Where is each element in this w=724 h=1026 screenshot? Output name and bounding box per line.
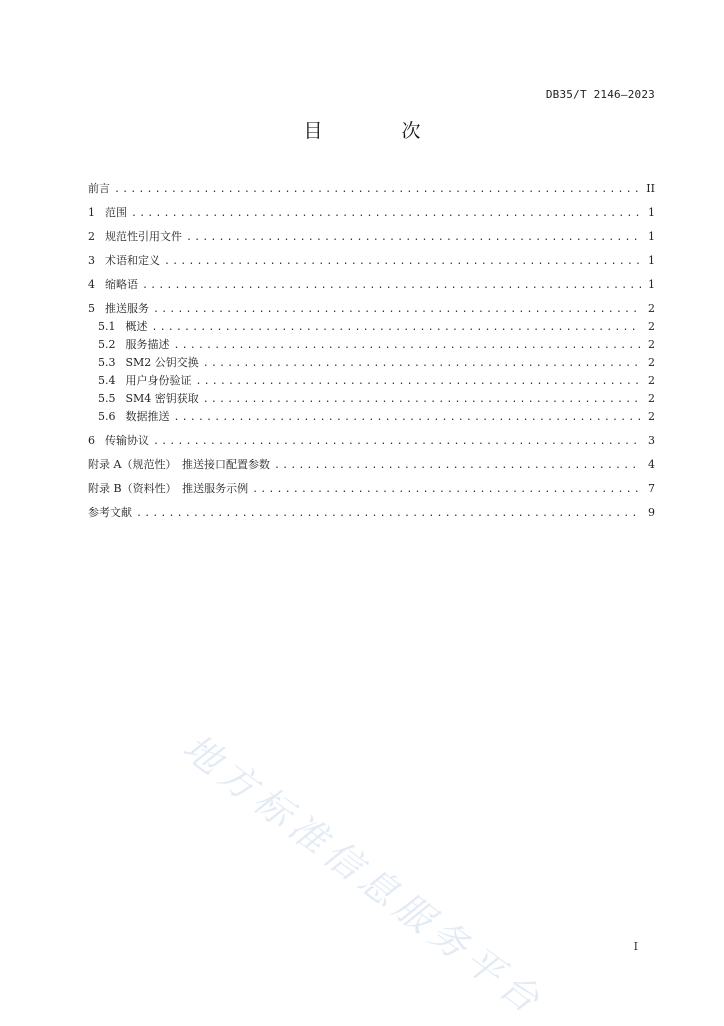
toc-entry-number: 3: [88, 254, 95, 267]
toc-entry-5-2[interactable]: [88, 338, 655, 352]
toc-entry-label: SM4 密钥获取: [125, 392, 199, 405]
toc-entry-page: 1: [648, 230, 655, 243]
toc-entry-label: 附录 A（规范性） 推送接口配置参数: [88, 458, 270, 471]
table-of-contents: [88, 182, 655, 520]
toc-entry-3[interactable]: [88, 254, 655, 268]
toc-entry-label: 前言: [88, 182, 110, 195]
toc-entry-number: 4: [88, 278, 95, 291]
toc-entry-references[interactable]: [88, 506, 655, 520]
toc-leader-dots: [131, 207, 641, 221]
toc-entry-label: 数据推送: [125, 410, 170, 423]
toc-entry-page: 2: [648, 320, 655, 333]
toc-entry-number: 1: [88, 206, 95, 219]
toc-entry-6[interactable]: [88, 434, 655, 448]
toc-entry-page: 2: [648, 392, 655, 405]
toc-entry-label: 用户身份验证: [125, 374, 192, 387]
toc-entry-label: 推送服务: [105, 302, 149, 315]
toc-entry-label: 参考文献: [88, 506, 132, 519]
toc-entry-number: 5: [88, 302, 95, 315]
toc-entry-5-6[interactable]: [88, 410, 655, 424]
toc-entry-5[interactable]: [88, 302, 655, 316]
toc-entry-page: 1: [648, 254, 655, 267]
toc-entry-number: 2: [88, 230, 95, 243]
toc-entry-number: 5.5: [98, 392, 116, 405]
toc-entry-page: 7: [648, 482, 655, 495]
toc-leader-dots: [136, 507, 641, 521]
toc-entry-number: 5.6: [98, 410, 116, 423]
toc-leader-dots: [174, 411, 642, 425]
toc-entry-label: 缩略语: [105, 278, 138, 291]
page-number: I: [633, 940, 638, 953]
toc-entry-number: 5.1: [98, 320, 116, 333]
toc-entry-page: 1: [648, 206, 655, 219]
toc-leader-dots: [252, 483, 641, 497]
toc-entry-number: 5.2: [98, 338, 116, 351]
toc-entry-4[interactable]: [88, 278, 655, 292]
toc-leader-dots: [203, 357, 641, 371]
toc-entry-page: 4: [648, 458, 655, 471]
toc-leader-dots: [196, 375, 642, 389]
toc-leader-dots: [114, 183, 641, 197]
toc-entry-label: 服务描述: [125, 338, 170, 351]
toc-entry-label: 附录 B（资料性） 推送服务示例: [88, 482, 249, 495]
toc-leader-dots: [153, 435, 641, 449]
toc-entry-5-5[interactable]: [88, 392, 655, 406]
toc-leader-dots: [153, 303, 641, 317]
toc-entry-number: 6: [88, 434, 95, 447]
toc-entry-label: SM2 公钥交换: [125, 356, 199, 369]
toc-entry-page: 2: [648, 374, 655, 387]
toc-leader-dots: [186, 231, 641, 245]
toc-entry-5-3[interactable]: [88, 356, 655, 370]
toc-entry-appendix-a[interactable]: [88, 458, 655, 472]
toc-leader-dots: [274, 459, 641, 473]
page-title: 目 次: [303, 120, 451, 142]
toc-entry-label: 术语和定义: [105, 254, 160, 267]
toc-entry-page: II: [646, 182, 655, 195]
toc-entry-label: 范围: [105, 206, 127, 219]
watermark: 地方标准信息服务平台: [174, 725, 553, 1025]
toc-entry-label: 传输协议: [105, 434, 149, 447]
toc-entry-number: 5.4: [98, 374, 116, 387]
toc-leader-dots: [203, 393, 641, 407]
toc-entry-2[interactable]: [88, 230, 655, 244]
toc-leader-dots: [152, 321, 642, 335]
toc-entry-label: 规范性引用文件: [105, 230, 182, 243]
toc-entry-number: 5.3: [98, 356, 116, 369]
toc-entry-foreword[interactable]: [88, 182, 655, 196]
toc-entry-page: 2: [648, 410, 655, 423]
toc-entry-page: 2: [648, 338, 655, 351]
toc-entry-label: 概述: [125, 320, 148, 333]
standard-code: DB35/T 2146—2023: [545, 88, 655, 101]
toc-entry-page: 2: [648, 356, 655, 369]
toc-leader-dots: [164, 255, 641, 269]
toc-leader-dots: [142, 279, 641, 293]
toc-entry-5-4[interactable]: [88, 374, 655, 388]
toc-entry-page: 3: [648, 434, 655, 447]
toc-entry-page: 1: [648, 278, 655, 291]
toc-entry-page: 9: [648, 506, 655, 519]
toc-entry-page: 2: [648, 302, 655, 315]
toc-leader-dots: [174, 339, 642, 353]
toc-entry-appendix-b[interactable]: [88, 482, 655, 496]
toc-entry-5-1[interactable]: [88, 320, 655, 334]
toc-entry-1[interactable]: [88, 206, 655, 220]
